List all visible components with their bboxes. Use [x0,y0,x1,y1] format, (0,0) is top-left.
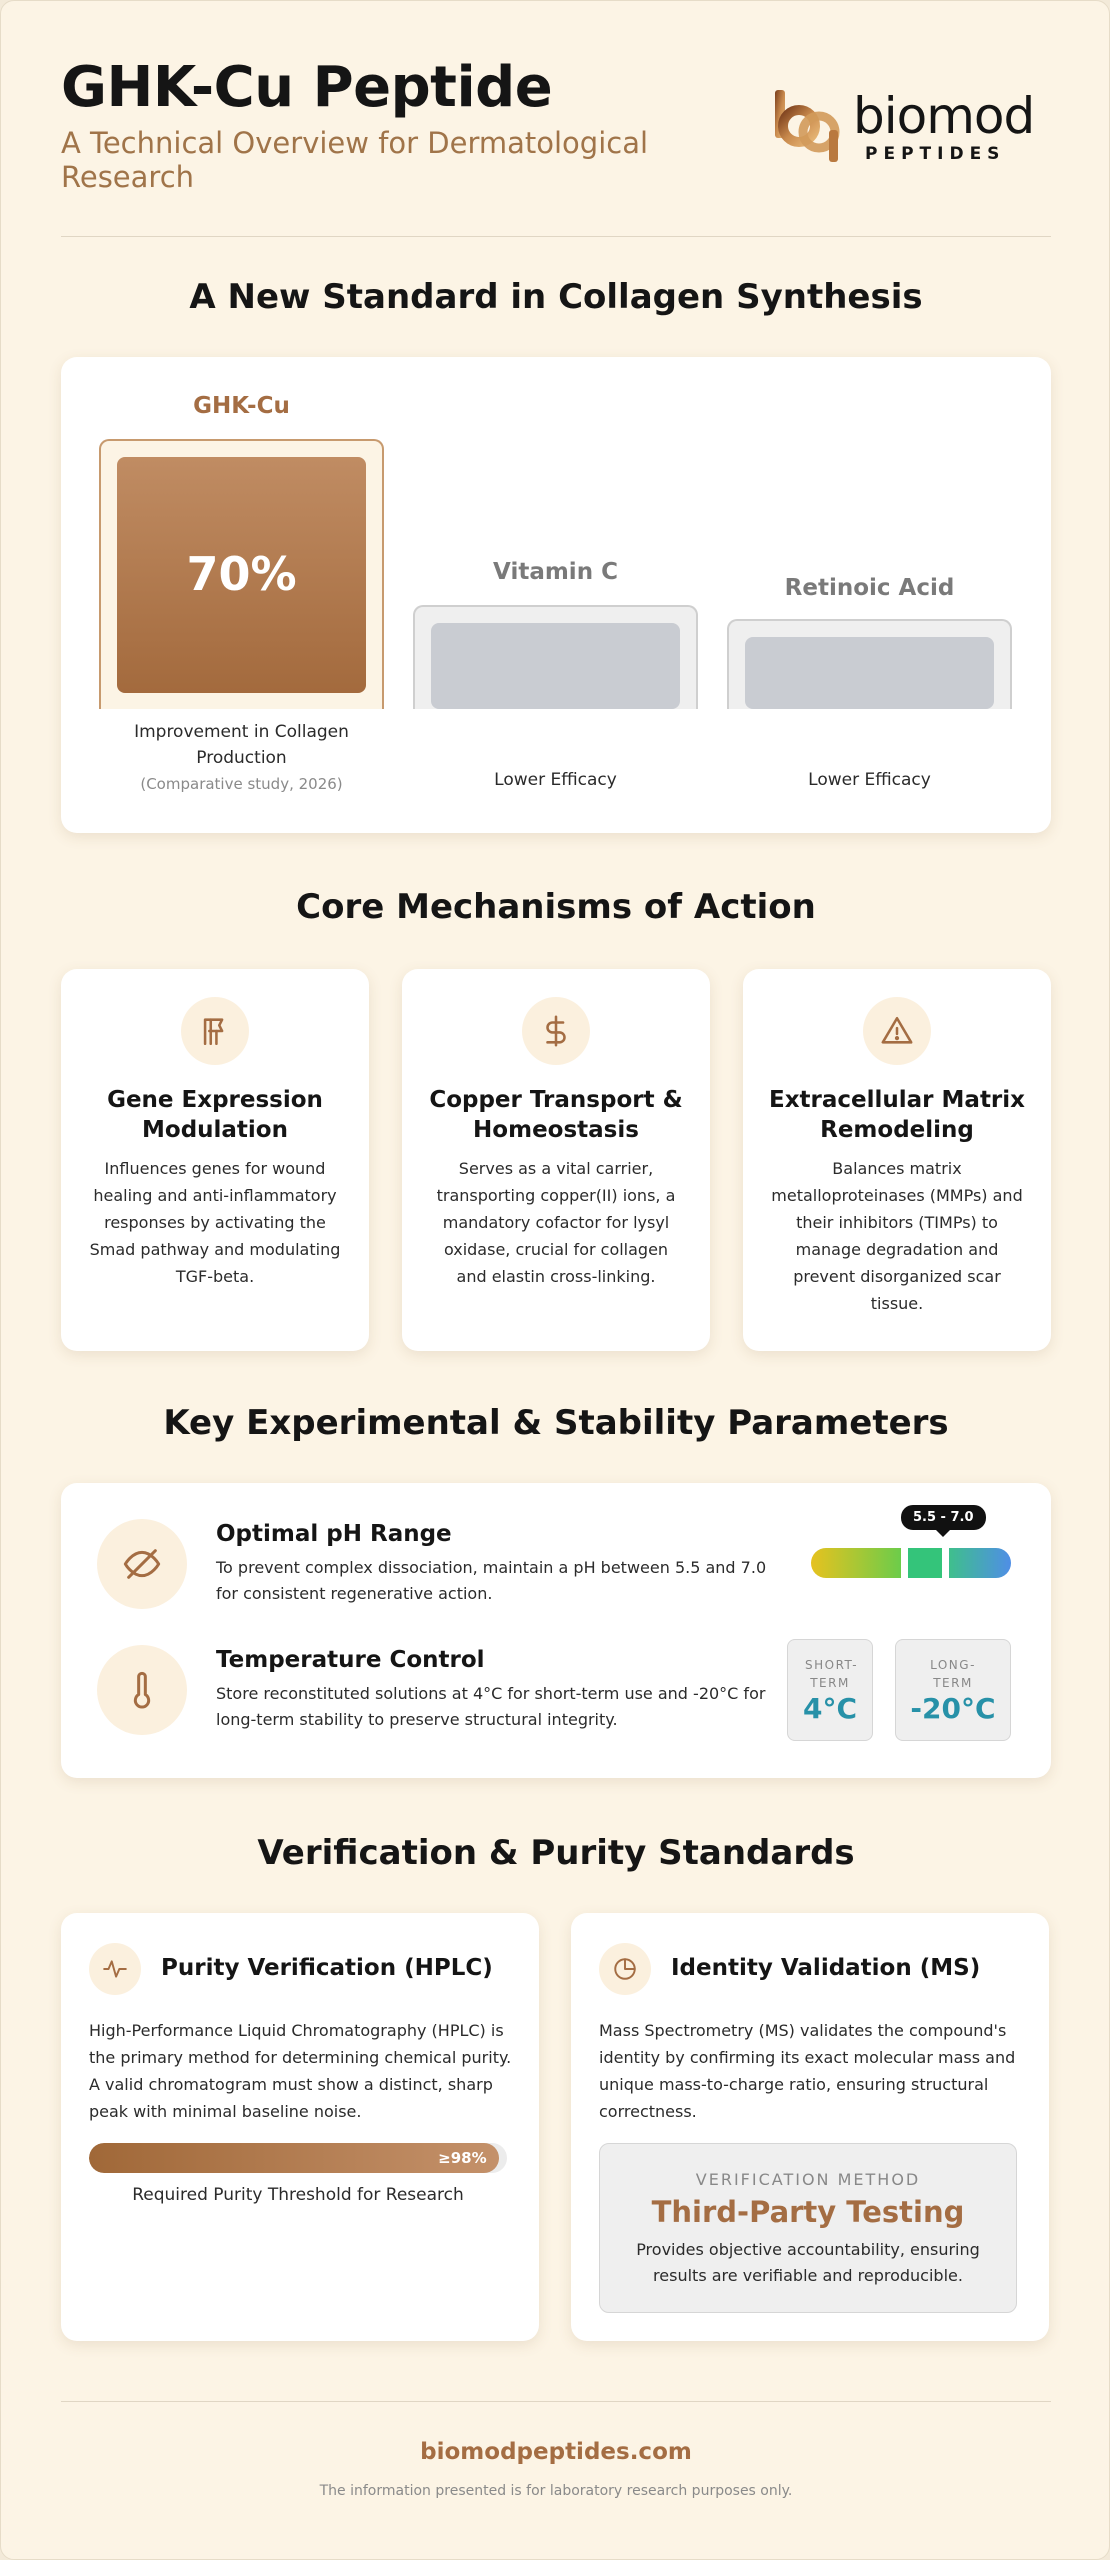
dollar-icon [539,1014,573,1048]
comparison-item-retinoic-acid [727,357,1012,833]
verification-section-title: Verification & Purity Standards [257,1833,855,1873]
temperature-title: Temperature Control [216,1647,485,1673]
footer-link[interactable]: biomodpeptides.com [420,2439,692,2465]
comparison-bar [117,457,366,693]
mechanism-card-ecm-remodeling [743,969,1051,1351]
method-text: Provides objective accountability, ensuring results are verifiable and reproducible. [636,2240,980,2285]
ph-scale-optimal [908,1548,942,1578]
hplc-card [61,1913,539,2341]
mechanism-title: Gene Expression Modulation [107,1087,323,1143]
comparison-bar [431,623,680,709]
comparison-item-caption: Lower Efficacy [808,770,931,790]
comparison-caption-note: (Comparative study, 2026) [140,775,343,793]
pie-chart-icon [612,1956,638,1982]
ph-title: Optimal pH Range [216,1521,452,1547]
ms-title: Identity Validation (MS) [671,1955,981,1981]
mechanism-title: Copper Transport & Homeostasis [429,1087,683,1143]
hplc-text: High-Performance Liquid Chromatography (HPLC) is the primary method for determining chemical purity. A valid chromatogram must show a distinct, sharp peak with minimal baseline noise. [89,2021,512,2121]
comparison-bar-frame [413,605,698,709]
long-term-value: -20°C [910,1692,996,1725]
short-term-temp-box [787,1639,873,1741]
pulse-icon [102,1956,128,1982]
param-icon-wrap [97,1519,187,1609]
long-term-temp-box [895,1639,1011,1741]
mechanism-card-gene-expression [61,969,369,1351]
mechanism-icon-wrap [863,997,931,1065]
ms-text: Mass Spectrometry (MS) validates the compound's identity by confirming its exact molecular mass and unique mass-to-charge ratio, ensuring structural correctness. [599,2021,1016,2121]
eye-off-icon [122,1544,162,1584]
purity-caption: Required Purity Threshold for Research [132,2185,464,2205]
comparison-bar-frame [99,439,384,709]
purity-progress-bar [89,2143,507,2173]
param-icon-wrap [97,1645,187,1735]
method-label: VERIFICATION METHOD [695,2170,921,2189]
header [61,56,1051,236]
comparison-item-name: GHK-Cu [193,393,290,419]
thermometer-icon [122,1670,162,1710]
comparison-bar-value: 70% [186,547,297,601]
parameters-section-title: Key Experimental & Stability Parameters [163,1403,949,1443]
ver-icon-wrap [599,1943,651,1995]
ph-text: To prevent complex dissociation, maintain a pH between 5.5 and 7.0 for consistent regenerative action. [216,1558,767,1603]
comparison-caption-text: Improvement in Collagen Production [134,722,349,768]
mechanisms-section-title: Core Mechanisms of Action [296,887,816,927]
short-term-label: SHORT-TERM [805,1658,859,1690]
logo-mark-icon [771,86,851,166]
comparison-bar-frame [727,619,1012,709]
method-name: Third-Party Testing [651,2195,965,2229]
comparison-item-name: Retinoic Acid [784,575,955,601]
mechanism-icon-wrap [522,997,590,1065]
purity-threshold-value: ≥98% [438,2149,487,2167]
comparison-section-title: A New Standard in Collagen Synthesis [189,277,923,317]
footer-disclaimer: The information presented is for laboratory research purposes only. [319,2483,793,2499]
short-term-value: 4°C [802,1692,858,1725]
parameters-card [61,1483,1051,1778]
flag-icon [198,1014,232,1048]
comparison-item-caption [99,719,384,797]
hplc-title: Purity Verification (HPLC) [161,1955,493,1981]
comparison-item-name: Vitamin C [493,559,618,585]
ph-scale-acidic [811,1548,901,1578]
verification-method-box [599,2143,1017,2313]
ms-card [571,1913,1049,2341]
page-subtitle: A Technical Overview for Dermatological Research [61,126,649,194]
ph-scale [811,1548,1011,1578]
comparison-card [61,357,1051,833]
warning-icon [880,1014,914,1048]
ph-scale-alkaline [949,1548,1011,1578]
header-divider [61,236,1051,237]
ver-icon-wrap [89,1943,141,1995]
mechanism-text: Serves as a vital carrier, transporting copper(II) ions, a mandatory cofactor for lysyl oxidase, crucial for collagen and elastin cross-linking. [436,1159,676,1286]
mechanism-card-copper-transport [402,969,710,1351]
page-title: GHK-Cu Peptide [61,55,553,120]
mechanism-title: Extracellular Matrix Remodeling [769,1087,1025,1143]
comparison-item-caption: Lower Efficacy [494,770,617,790]
ph-range-tag: 5.5 - 7.0 [901,1505,986,1530]
comparison-item-vitamin-c [413,357,698,833]
mechanism-text: Balances matrix metalloproteinases (MMPs) and their inhibitors (TIMPs) to manage degradation and prevent disorganized scar tissue. [771,1159,1023,1313]
long-term-label: LONG-TERM [930,1658,976,1690]
temperature-text: Store reconstituted solutions at 4°C for short-term use and -20°C for long-term stability to preserve structural integrity. [216,1684,766,1729]
mechanism-icon-wrap [181,997,249,1065]
comparison-bar [745,637,994,709]
purity-progress-fill [89,2143,499,2173]
logo-wordmark: biomod [853,87,1035,145]
comparison-item-ghk-cu [99,357,384,833]
mechanism-text: Influences genes for wound healing and anti-inflammatory responses by activating the Smad pathway and modulating TGF-beta. [89,1159,341,1286]
footer-divider [61,2401,1051,2402]
logo-subtext: PEPTIDES [865,144,1006,164]
brand-logo[interactable] [771,86,1051,166]
